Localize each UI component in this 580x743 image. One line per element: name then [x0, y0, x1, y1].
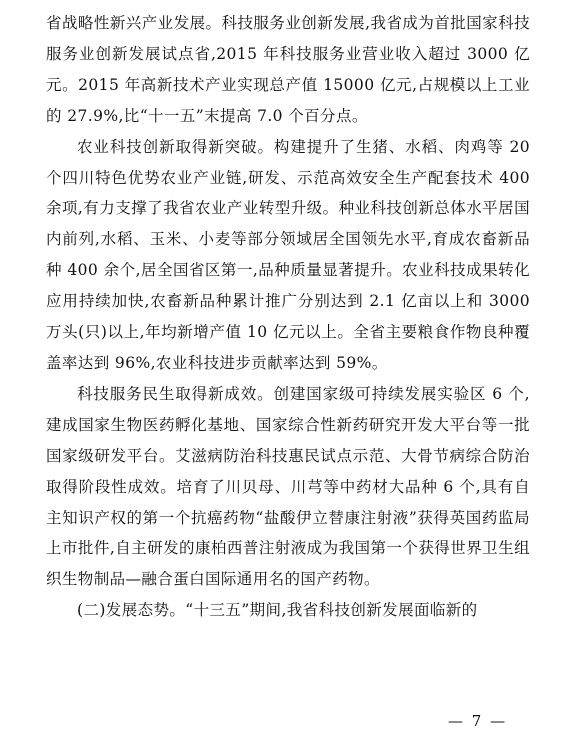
paragraph-emerging-industry-continuation: 省战略性新兴产业发展。科技服务业创新发展,我省成为首批国家科技服务业创新发展试点省,2015 年科技服务业营业收入超过 3000 亿元。2015 年高新技术产业实现总产值 15000 亿元,占规模以上工业的 27.9%,比“十一五”末提高 7.0 个百分点。	[46, 14, 530, 125]
paragraph-development-trend: (二)发展态势。“十三五”期间,我省科技创新发展面临新的	[77, 601, 478, 620]
page-number: — 7 —	[448, 712, 508, 730]
paragraph-agriculture-technology: 农业科技创新取得新突破。构建提升了生猪、水稻、肉鸡等 20 个四川特色优势农业产业链,研发、示范高效安全生产配套技术 400 余项,有力支撑了我省农业产业转型升级。种业科技创新总体水平居国内前列,水稻、玉米、小麦等部分领域居全国领先水平,育成农畜新品种 400 余个,居全国省区第一,品种质量显著提升。农业科技成果转化应用持续加快,农畜新品种累计推广分别达到 2.1 亿亩以上和 3000 万头(只)以上,年均新增产值 10 亿元以上。全省主要粮食作物良种覆盖率达到 96%,农业科技进步贡献率达到 59%。	[46, 137, 530, 372]
document-page	[46, 8, 530, 626]
paragraph-livelihood-technology: 科技服务民生取得新成效。创建国家级可持续发展实验区 6 个,建成国家生物医药孵化基地、国家综合性新药研究开发大平台等一批国家级研发平台。艾滋病防治科技惠民试点示范、大骨节病综合防治取得阶段性成效。培育了川贝母、川芎等中药材大品种 6 个,具有自主知识产权的第一个抗癌药物“盐酸伊立替康注射液”获得英国药监局上市批件,自主研发的康柏西普注射液成为我国第一个获得世界卫生组织生物制品—融合蛋白国际通用名的国产药物。	[46, 384, 530, 589]
